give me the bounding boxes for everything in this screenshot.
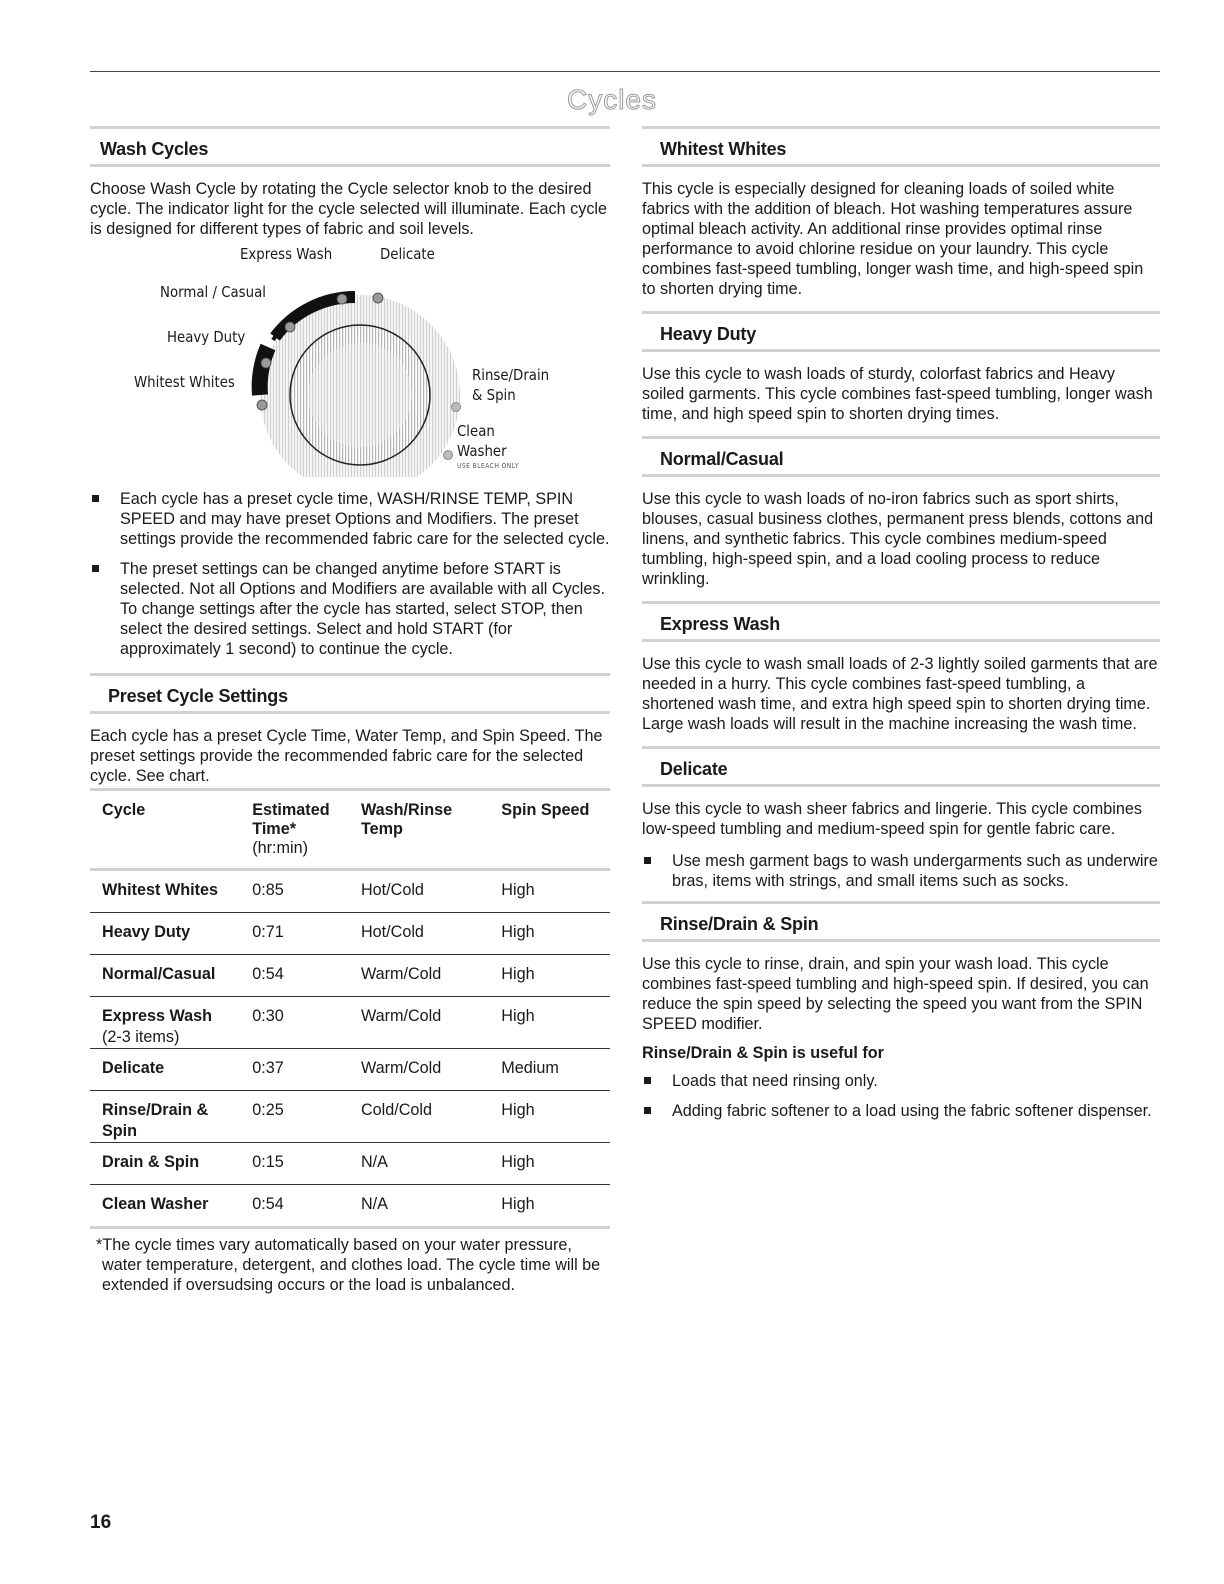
cell-spin: High [501,1153,535,1171]
table-row [90,871,610,913]
rinse-drain-useful-heading: Rinse/Drain & Spin is useful for [642,1044,884,1062]
normal-casual-body: Use this cycle to wash loads of no-iron fabrics such as sport shirts, blouses, casual business clothes, permanent press blends, cottons and linens, and synthetic fabrics. This cycle combines medium-speed tumbling, high-speed spin, and a load cooling process to reduce wrinkling. [642,490,1154,588]
whitest-whites-body: This cycle is especially designed for cleaning loads of soiled white fabrics with the addition of bleach. Hot washing temperatures assure optimal bleach activity. An additional rinse provides optimal rinse performance to avoid chlorine residue on your laundry. This cycle combines fast-speed tumbling, longer wash time, and high-speed spin to shorten drying time. [642,180,1144,298]
dotted-rule [642,901,1160,904]
dial-label-express-wash: Express Wash [240,245,333,263]
cell-spin: High [501,881,535,899]
cell-temp: Warm/Cold [360,1007,442,1025]
cell-temp: Hot/Cold [360,881,424,899]
normal-casual-indicator-light [285,322,295,332]
table-row [90,1049,610,1091]
list-item: The preset settings can be changed anytime before START is selected. Not all Options and Modifiers are available with all Cycles. To change settings after the cycle has started, select STOP, then select the desired settings. Select and hold START (for approximately 1 second) to continue the cycle. [90,559,610,659]
dotted-rule [642,164,1160,167]
cell-spin: High [501,923,535,941]
list-item: Use mesh garment bags to wash undergarments such as underwire bras, items with strings, and small items such as socks. [642,851,1160,891]
cycle-selector-dial-illustration [90,245,610,477]
bullet-icon [92,565,99,572]
cell-time: 0:54 [252,1195,284,1213]
dotted-rule [90,673,610,676]
table-row [90,955,610,997]
heavy-duty-section-header [642,311,1160,352]
dotted-rule [90,126,610,129]
table-footnote: *The cycle times vary automatically based on your water pressure, water temperature, detergent, and clothes load. The cycle time will be extended if oversudsing occurs or the load is unbalanced. [96,1236,601,1294]
dotted-rule [642,436,1160,439]
bullet-icon [644,857,651,864]
cell-cycle: Drain & Spin [102,1153,200,1171]
cell-spin: High [501,1195,535,1213]
dotted-rule [642,746,1160,749]
bullet-icon [644,1077,651,1084]
cell-cycle: Express Wash (2-3 items) [102,1007,213,1046]
dotted-rule [90,868,610,871]
cell-temp: Cold/Cold [360,1101,433,1119]
heavy-duty-body: Use this cycle to wash loads of sturdy, colorfast fabrics and Heavy soiled garments. This cycle combines fast-speed tumbling, longer wash time, and high speed spin to shorten drying times. [642,365,1153,423]
dotted-rule [90,711,610,714]
bullet-icon [92,495,99,502]
header-spin-speed: Spin Speed [501,801,590,819]
dial-label-washer: Washer [457,442,507,460]
preset-cycle-intro: Each cycle has a preset Cycle Time, Water Temp, and Spin Speed. The preset settings provide the recommended fabric care for the selected cycle. See chart. [90,727,603,785]
normal-casual-heading: Normal/Casual [660,449,784,469]
rinse-drain-heading: Rinse/Drain & Spin [660,914,819,934]
delicate-indicator-light [373,293,383,303]
cell-temp: N/A [360,1195,388,1213]
wash-cycles-heading: Wash Cycles [100,139,209,159]
wash-cycles-section-header [90,126,610,167]
delicate-section-header [642,746,1160,787]
express-wash-section-header [642,601,1160,642]
dial-label-delicate: Delicate [380,245,435,263]
dotted-rule [642,939,1160,942]
dial-label-heavy-duty: Heavy Duty [167,328,246,346]
dotted-rule [642,601,1160,604]
dotted-rule [642,311,1160,314]
dial-label-use-bleach-only: USE BLEACH ONLY [457,462,519,470]
dial-label-rinse-drain-spin: & Spin [472,386,516,404]
table-header-row [90,791,610,868]
dotted-rule [642,349,1160,352]
rinse-drain-section-header [642,901,1160,942]
cell-time: 0:85 [252,881,284,899]
cell-time: 0:30 [252,1007,284,1025]
cell-cycle: Rinse/Drain & Spin [102,1101,209,1140]
cell-temp: Warm/Cold [360,1059,442,1077]
clean-washer-indicator-light [444,451,453,460]
whitest-whites-indicator-light [257,400,267,410]
cell-cycle: Normal/Casual [102,965,216,983]
express-wash-body: Use this cycle to wash small loads of 2-3 lightly soiled garments that are needed in a hurry. This cycle combines fast-speed tumbling, a shortened wash time, and extra high speed spin to shorten drying time. Large wash loads will result in the machine increasing the wash time. [642,655,1158,733]
heavy-duty-heading: Heavy Duty [660,324,757,344]
preset-cycle-heading: Preset Cycle Settings [108,686,288,706]
rinse-drain-indicator-light [452,403,461,412]
cell-spin: High [501,1007,535,1025]
dotted-rule [642,474,1160,477]
dotted-rule [642,784,1160,787]
header-cycle: Cycle [102,801,146,819]
cell-cycle: Whitest Whites [102,881,219,899]
express-wash-indicator-light [337,294,347,304]
heavy-duty-indicator-light [261,358,271,368]
cell-cycle: Heavy Duty [102,923,191,941]
cell-spin: High [501,1101,535,1119]
express-wash-heading: Express Wash [660,614,780,634]
left-column [90,126,610,1295]
cell-time: 0:25 [252,1101,284,1119]
header-wash-rinse-temp: Wash/Rinse Temp [360,801,453,838]
cell-time: 0:37 [252,1059,284,1077]
table-row [90,1185,610,1226]
dotted-rule [642,639,1160,642]
top-rule [90,71,1160,72]
dotted-rule [90,164,610,167]
cell-temp: Hot/Cold [360,923,424,941]
list-item: Adding fabric softener to a load using the fabric softener dispenser. [642,1101,1160,1121]
dial-label-rinse-drain: Rinse/Drain [472,366,550,384]
table-row [90,1091,610,1143]
rinse-drain-body: Use this cycle to rinse, drain, and spin your wash load. This cycle combines fast-speed tumbling and high-speed spin. If desired, you can reduce the spin speed by selecting the speed you want from the SPIN SPEED modifier. [642,955,1149,1033]
dial-knob-center [308,343,412,447]
cycle-knob-icon [90,245,610,477]
dial-label-normal-casual: Normal / Casual [160,283,266,301]
whitest-whites-heading: Whitest Whites [660,139,787,159]
table-row [90,1143,610,1185]
bullet-icon [644,1107,651,1114]
table-body [90,871,610,1226]
list-item: Loads that need rinsing only. [642,1071,1160,1091]
cell-time: 0:71 [252,923,284,941]
cell-cycle: Delicate [102,1059,165,1077]
cell-spin: Medium [501,1059,559,1077]
delicate-bullets [642,851,1160,891]
wash-cycles-bullets [90,489,610,659]
delicate-heading: Delicate [660,759,728,779]
dotted-rule [642,126,1160,129]
delicate-body: Use this cycle to wash sheer fabrics and lingerie. This cycle combines low-speed tumbling and medium-speed spin for gentle fabric care. [642,800,1142,838]
dial-arc-thick [260,347,268,395]
list-item: Each cycle has a preset cycle time, WASH/RINSE TEMP, SPIN SPEED and may have preset Options and Modifiers. The preset settings provide the recommended fabric care for the selected cycle. [90,489,610,549]
rinse-drain-bullets [642,1071,1160,1121]
table-row [90,913,610,955]
cell-time: 0:15 [252,1153,284,1171]
preset-cycle-section-header [90,673,610,714]
page-number: 16 [90,1512,112,1533]
dotted-rule [90,788,610,791]
cell-temp: N/A [360,1153,388,1171]
preset-settings-table [90,788,610,1229]
cell-temp: Warm/Cold [360,965,442,983]
wash-cycles-intro: Choose Wash Cycle by rotating the Cycle selector knob to the desired cycle. The indicator light for the cycle selected will illuminate. Each cycle is designed for different types of fabric and soil levels. [90,180,608,238]
header-estimated-time: Estimated Time* (hr:min) [252,801,330,857]
dial-label-clean: Clean [457,422,495,440]
table-row [90,997,610,1049]
right-column [642,126,1160,1131]
page-title: Cycles [566,84,657,115]
normal-casual-section-header [642,436,1160,477]
dial-label-whitest-whites: Whitest Whites [134,373,235,391]
whitest-whites-section-header [642,126,1160,167]
cell-spin: High [501,965,535,983]
dotted-rule [90,1226,610,1229]
cell-time: 0:54 [252,965,284,983]
cell-cycle: Clean Washer [102,1195,209,1213]
